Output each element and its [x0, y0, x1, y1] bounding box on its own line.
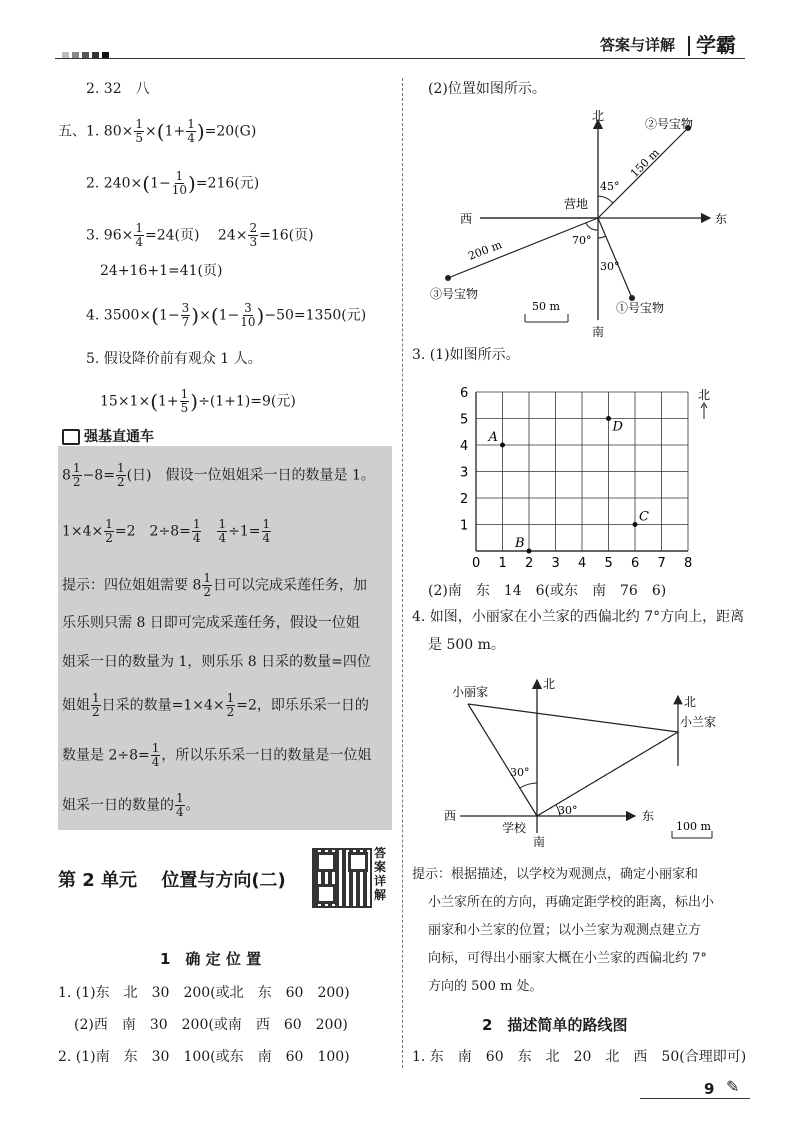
- distance-150: 150 m: [627, 146, 662, 181]
- box-hint-4: 姐姐 $\frac{1}{2}$ 日采的数量=1×4× $\frac{1}{2}$ =2，即乐乐采一日的: [62, 691, 369, 719]
- header-logo: 学霸: [696, 33, 736, 57]
- box-line-2: 1×4× $\frac{1}{2}$ =2 2÷8= $\frac{1}{4}$ $\frac{1}{4}$ ÷1= $\frac{1}{4}$: [62, 517, 271, 545]
- north-label: 北: [592, 109, 605, 123]
- x-tick-label: 0: [472, 556, 481, 571]
- hint-r-1: 提示：根据描述，以学校为观测点，确定小丽家和: [412, 867, 699, 882]
- header-marks: [62, 44, 109, 63]
- answer-1-2: (2)西 南 30 200(或南 西 60 200): [74, 1017, 348, 1033]
- school-label: 学校: [502, 821, 527, 835]
- x-tick-label: 8: [684, 556, 693, 571]
- book-icon: [62, 429, 80, 445]
- unit-title: 第 2 单元 位置与方向(二): [58, 870, 286, 891]
- box-hint-1: 提示：四位姐姐需要 8 $\frac{1}{2}$ 日可以完成采莲任务，加: [62, 571, 367, 599]
- distance-200: 200 m: [466, 238, 504, 263]
- y-tick-label: 2: [460, 492, 469, 507]
- angle-30-arc: [598, 236, 606, 238]
- footer-rule: [640, 1098, 750, 1099]
- angle-45-arc: [598, 196, 613, 203]
- header-rule: [55, 58, 745, 59]
- point-label-C: C: [639, 509, 649, 525]
- school-west-label: 西: [444, 809, 457, 823]
- column-divider: [402, 78, 403, 1068]
- scale-label: 50 m: [532, 300, 560, 313]
- south-label: 南: [592, 325, 605, 339]
- line-to-treasure-1: [598, 218, 632, 298]
- y-tick-label: 3: [460, 465, 469, 481]
- angle-30-label: 30°: [600, 260, 620, 273]
- section-1-title: 1 确 定 位 置: [160, 950, 262, 968]
- x-tick-label: 4: [578, 556, 587, 571]
- answer-five-2: 2. 240×(1− $\frac{1}{10}$ )=216(元): [86, 169, 260, 197]
- answer-five-3: 3. 96× $\frac{1}{4}$ =24(页) 24× $\frac{2}{3}$ =16(页): [86, 221, 314, 249]
- x-tick-label: 5: [604, 556, 613, 571]
- qr-label: 答案详解: [374, 846, 387, 902]
- west-label: 西: [460, 212, 473, 226]
- answer-r-4-b: 是 500 m。: [428, 637, 505, 653]
- answer-2-1: 2. (1)南 东 30 100(或东 南 60 100): [58, 1049, 350, 1065]
- school-map-figure: [440, 668, 740, 848]
- x-tick-label: 7: [657, 556, 666, 571]
- treasure-map-figure: [430, 100, 740, 340]
- grid-north-label: 北: [698, 388, 711, 402]
- y-tick-label: 1: [460, 518, 469, 534]
- point-label-B: B: [515, 536, 525, 551]
- school-east-label: 东: [642, 809, 655, 823]
- x-tick-label: 3: [551, 556, 560, 571]
- section-2-title: 2 描述简单的路线图: [482, 1016, 628, 1034]
- angle-45-label: 45°: [600, 180, 620, 193]
- point-A: [500, 443, 505, 448]
- y-tick-label: 5: [460, 412, 469, 428]
- answer-r-4-a: 4. 如图，小丽家在小兰家的西偏北约 7°方向上，距离: [412, 609, 745, 625]
- lili-to-lanlan: [468, 704, 678, 732]
- school-scale-label: 100 m: [676, 820, 711, 833]
- page-number: 9: [704, 1080, 715, 1098]
- school-south-label: 南: [533, 835, 546, 849]
- x-tick-label: 1: [498, 556, 507, 571]
- east-label: 东: [715, 212, 728, 226]
- school-north-label: 北: [543, 677, 556, 691]
- hint-r-4: 向标，可得出小丽家大概在小兰家的西偏北约 7°: [428, 951, 707, 966]
- answer-1-1: 1. (1)东 北 30 200(或北 东 60 200): [58, 985, 350, 1001]
- treasure-1-label: ①号宝物: [616, 301, 665, 315]
- answer-r-3-1: 3. (1)如图所示。: [412, 347, 520, 363]
- answer-r-2: (2)位置如图所示。: [428, 81, 546, 97]
- extension-box: [58, 446, 392, 830]
- angle-70-label: 70°: [572, 234, 592, 247]
- box-line-1: 8 $\frac{1}{2}$ −8= $\frac{1}{2}$ (日) 假设一位姐姐采一日的数量是 1。: [62, 461, 375, 489]
- y-tick-label: 6: [460, 386, 469, 401]
- answer-five-5-calc: 15×1×(1+ $\frac{1}{5}$ )÷(1+1)=9(元): [100, 387, 296, 415]
- header-brand: 答案与详解: [600, 36, 676, 54]
- treasure-3-point: [445, 275, 451, 281]
- x-tick-label: 6: [631, 556, 640, 571]
- x-tick-label: 2: [525, 556, 534, 571]
- header-divider: [688, 36, 690, 56]
- box-hint-5: 数量是 2÷8= $\frac{1}{4}$ ，所以乐乐采一日的数量是一位姐: [62, 741, 372, 769]
- school-to-lili: [468, 704, 537, 816]
- pencil-icon: ✎: [726, 1077, 740, 1096]
- treasure-3-label: ③号宝物: [430, 287, 479, 301]
- box-hint-3: 姐采一日的数量为 1，则乐乐 8 日采的数量=四位: [62, 654, 371, 670]
- angle-30-arc-a: [520, 783, 537, 788]
- answer-2-32: 2. 32 八: [86, 81, 150, 97]
- angle-30b-label: 30°: [558, 804, 578, 817]
- box-hint-6: 姐采一日的数量的 $\frac{1}{4}$ 。: [62, 791, 200, 819]
- answer-route-1: 1. 东 南 60 东 北 20 北 西 50(合理即可): [412, 1049, 747, 1065]
- point-B: [527, 549, 532, 554]
- hint-r-3: 丽家和小兰家的位置；以小兰家为观测点建立方: [428, 923, 702, 938]
- angle-70-arc: [586, 223, 598, 230]
- treasure-2-label: ②号宝物: [645, 117, 694, 131]
- y-tick-label: 4: [460, 439, 469, 454]
- answer-r-3-2: (2)南 东 14 6(或东 南 76 6): [428, 583, 667, 599]
- lili-label: 小丽家: [452, 685, 489, 699]
- answer-five-5: 5. 假设降价前有观众 1 人。: [86, 351, 262, 367]
- lanlan-north-label: 北: [684, 695, 697, 709]
- box-hint-2: 乐乐则只需 8 日即可完成采莲任务，假设一位姐: [62, 615, 360, 631]
- camp-label: 营地: [564, 197, 589, 211]
- answer-five-4: 4. 3500×(1− $\frac{3}{7}$ )×(1− $\frac{3}{10}$ )−50=1350(元): [86, 301, 367, 329]
- point-D: [606, 416, 611, 421]
- line-to-treasure-3: [448, 218, 598, 278]
- extension-box-title: 强基直通车: [62, 428, 154, 446]
- point-C: [633, 522, 638, 527]
- angle-30a-label: 30°: [510, 766, 530, 779]
- hint-r-2: 小兰家所在的方向，再确定距学校的距离，标出小: [428, 895, 715, 910]
- qr-code-icon[interactable]: [312, 848, 372, 908]
- point-label-A: A: [488, 430, 498, 445]
- point-label-D: D: [612, 419, 623, 435]
- hint-r-5: 方向的 500 m 处。: [428, 979, 543, 994]
- answer-five-3-sum: 24+16+1=41(页): [100, 263, 223, 279]
- answer-five-1: 五、1. 80× $\frac{1}{5}$ ×(1+ $\frac{1}{4}$ )=20(G): [58, 117, 257, 145]
- coordinate-grid-figure: [448, 375, 728, 575]
- lanlan-label: 小兰家: [680, 715, 717, 729]
